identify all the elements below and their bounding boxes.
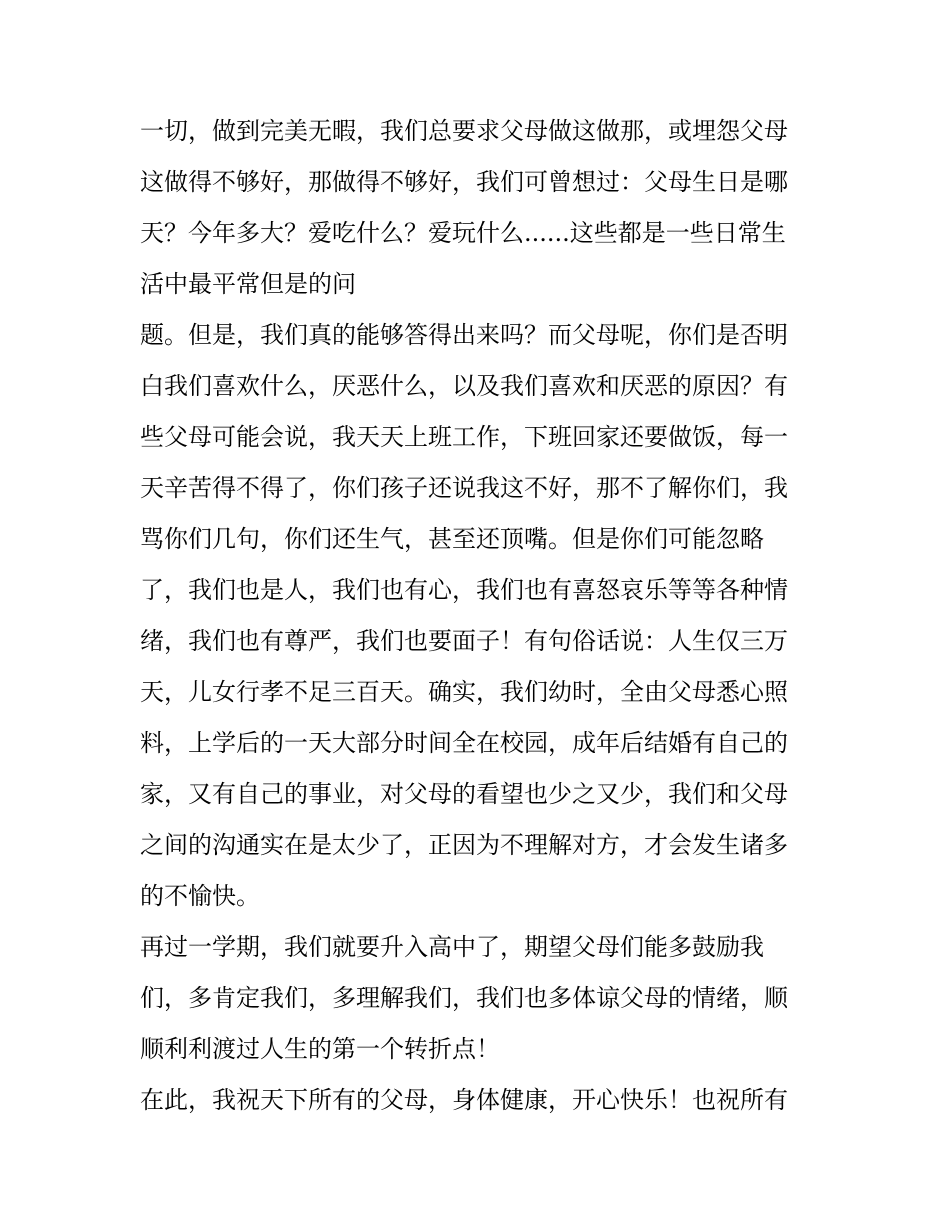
text-line: 活中最平常但是的问 [140, 270, 356, 298]
document-body [140, 106, 815, 1126]
text-line: 天辛苦得不得了，你们孩子还说我这不好，那不了解你们，我 [140, 474, 788, 502]
text-line: 一切，做到完美无暇，我们总要求父母做这做那，或埋怨父母 [140, 117, 788, 145]
text-line: 之间的沟通实在是太少了，正因为不理解对方，才会发生诸多 [140, 831, 788, 859]
text-line: 些父母可能会说，我天天上班工作，下班回家还要做饭，每一 [140, 423, 788, 451]
text-line: 们，多肯定我们，多理解我们，我们也多体谅父母的情绪，顺 [140, 984, 788, 1012]
text-line: 天？今年多大？爱吃什么？爱玩什么......这些都是一些日常生 [140, 219, 786, 247]
text-line: 绪，我们也有尊严，我们也要面子！有句俗话说：人生仅三万 [140, 627, 788, 655]
text-line: 这做得不够好，那做得不够好，我们可曾想过：父母生日是哪 [140, 168, 788, 196]
text-line: 在此，我祝天下所有的父母，身体健康，开心快乐！也祝所有 [140, 1086, 788, 1114]
text-line: 白我们喜欢什么，厌恶什么，以及我们喜欢和厌恶的原因？有 [140, 372, 788, 400]
text-line: 顺利利渡过人生的第一个转折点！ [140, 1035, 500, 1063]
text-line: 的不愉快。 [140, 882, 260, 910]
text-line: 家，又有自己的事业，对父母的看望也少之又少，我们和父母 [140, 780, 788, 808]
text-line: 再过一学期，我们就要升入高中了，期望父母们能多鼓励我 [140, 933, 764, 961]
text-line: 料，上学后的一天大部分时间全在校园，成年后结婚有自己的 [140, 729, 788, 757]
text-line: 了，我们也是人，我们也有心，我们也有喜怒哀乐等等各种情 [140, 576, 788, 604]
text-line: 骂你们几句，你们还生气，甚至还顶嘴。但是你们可能忽略 [140, 525, 764, 553]
text-line: 题。但是，我们真的能够答得出来吗？而父母呢，你们是否明 [140, 321, 788, 349]
text-line: 天，儿女行孝不足三百天。确实，我们幼时，全由父母悉心照 [140, 678, 788, 706]
